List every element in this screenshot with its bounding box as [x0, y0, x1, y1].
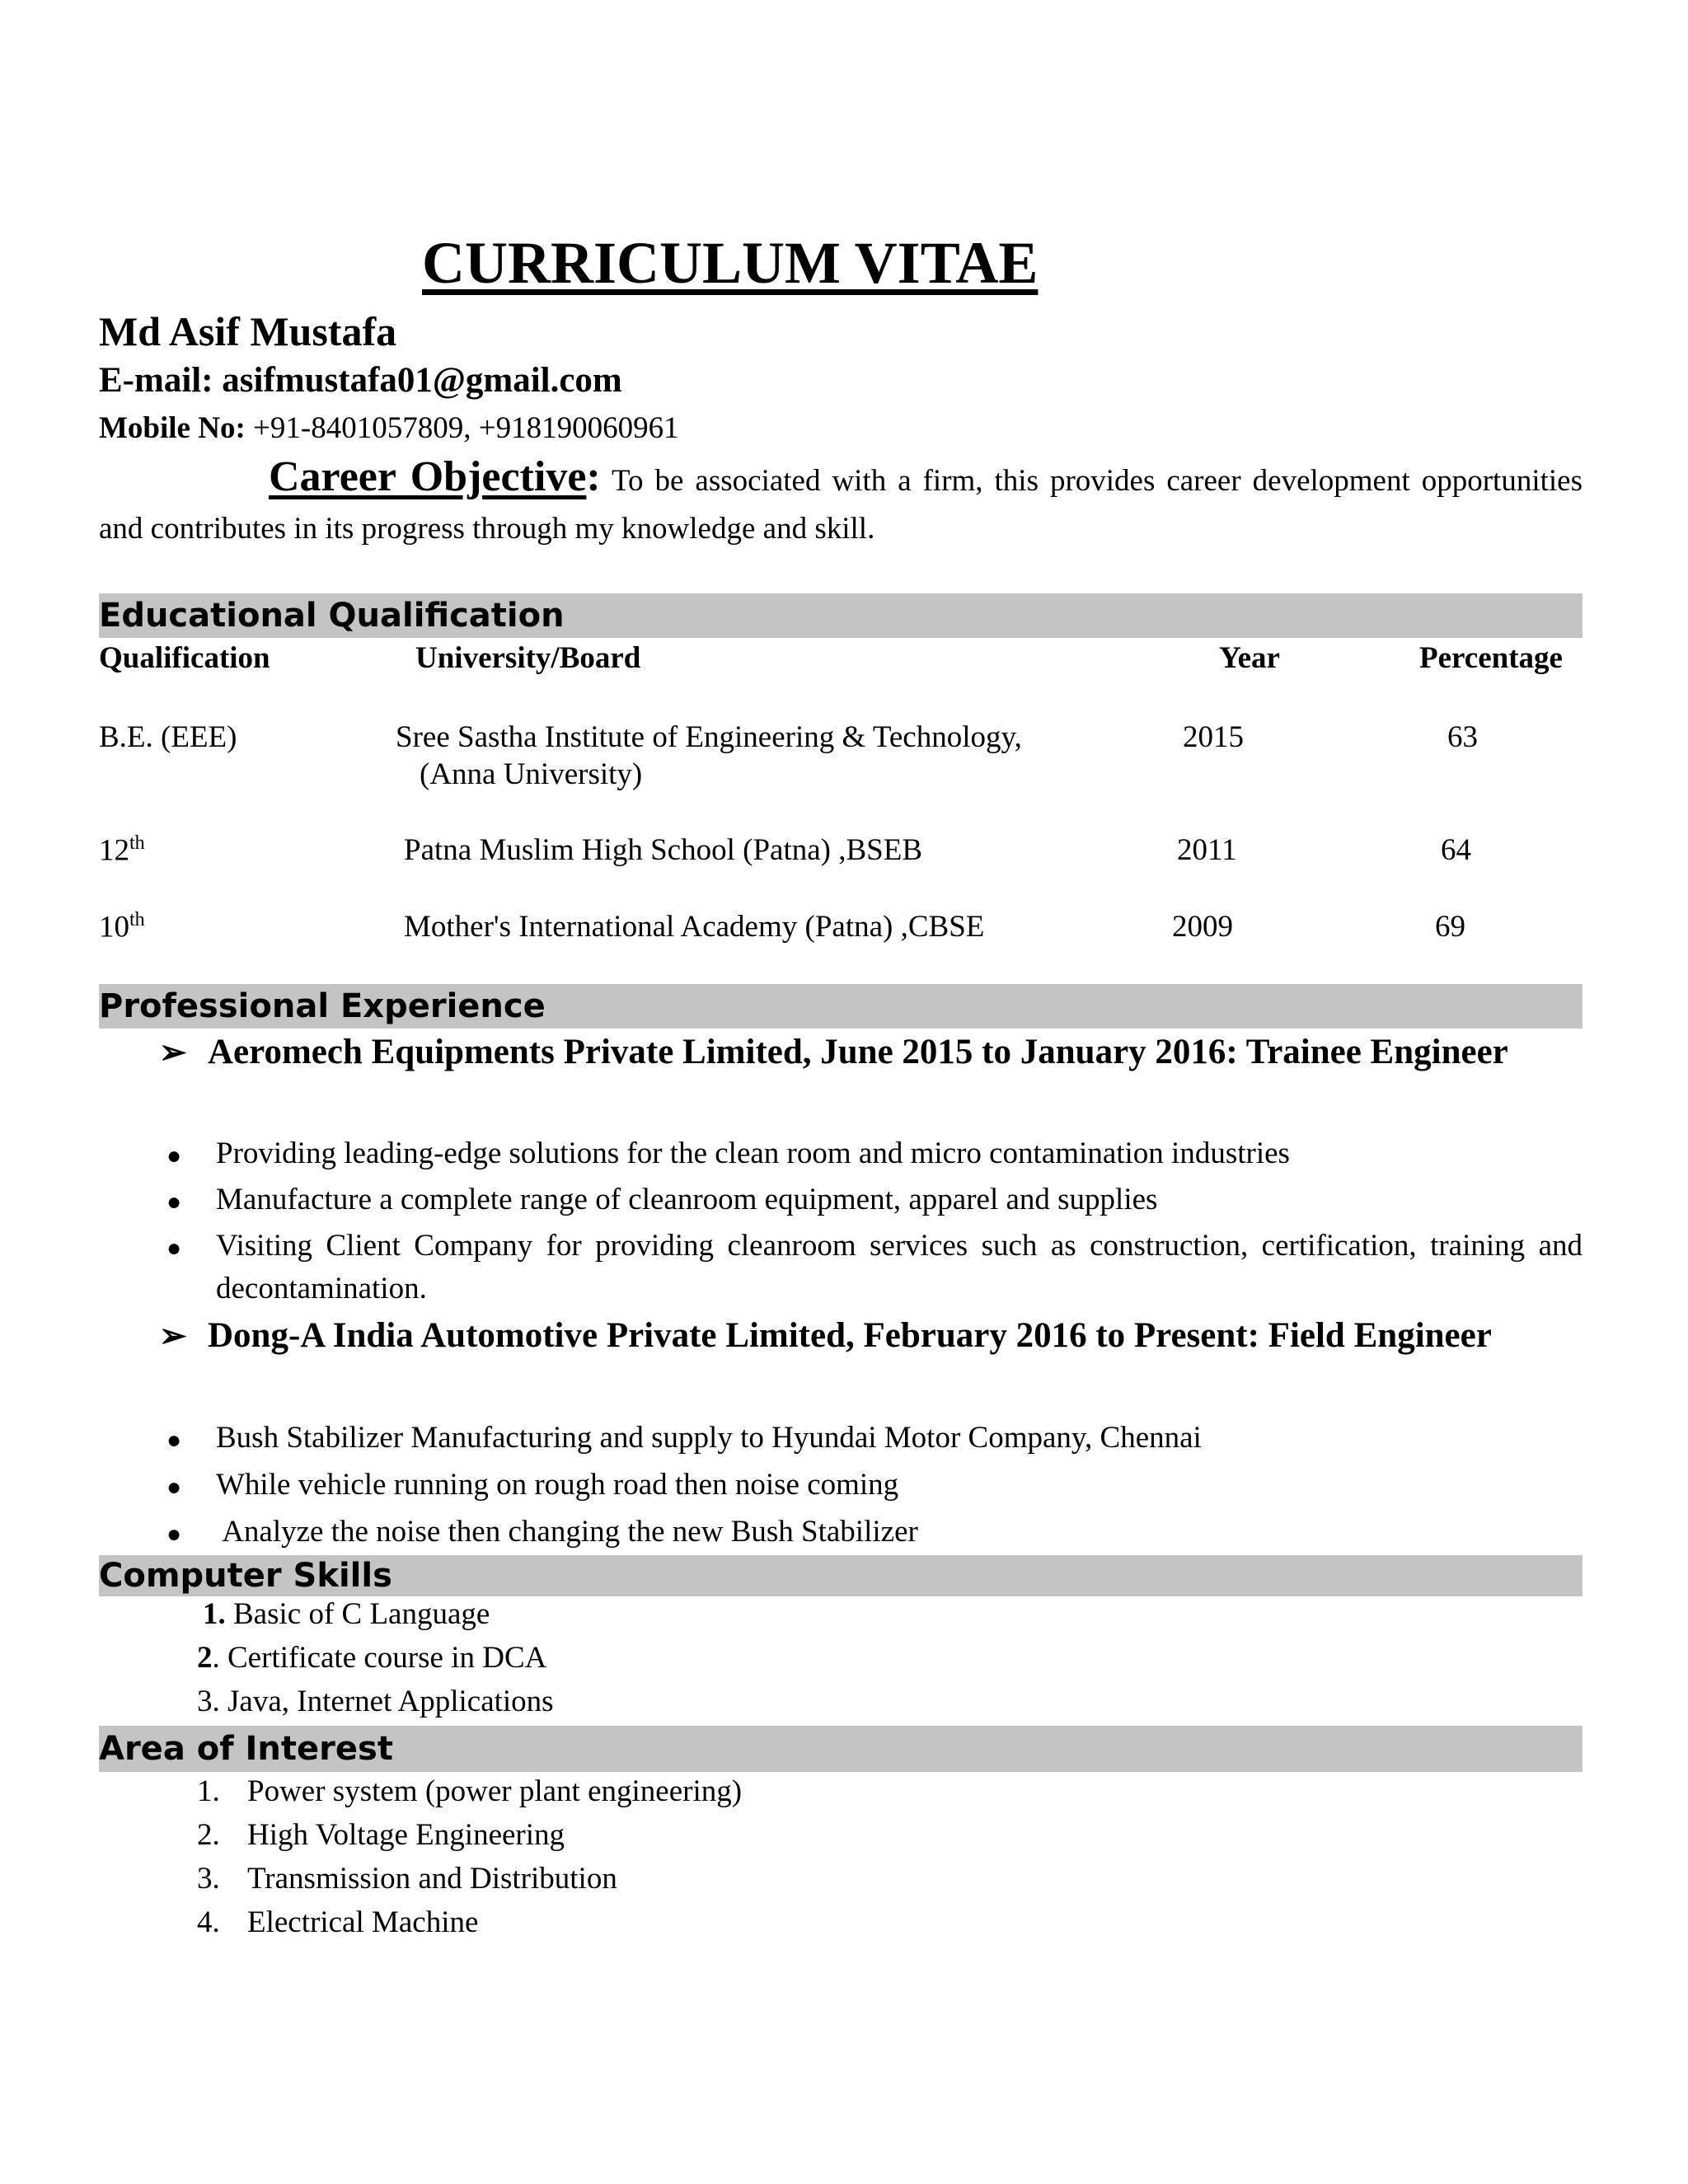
- section-header-education: [99, 593, 1582, 638]
- job-title: Dong-A India Automotive Private Limited, February 2016 to Present: Field Engineer: [208, 1316, 1492, 1355]
- email-line: E-mail: asifmustafa01@gmail.com: [99, 361, 622, 400]
- column-header-qualification: Qualification: [99, 641, 270, 675]
- list-item-number: 1.: [197, 1774, 220, 1808]
- list-item: High Voltage Engineering: [247, 1818, 565, 1852]
- mobile-value: +91-8401057809, +918190060961: [245, 411, 679, 445]
- cell-university: Mother's International Academy (Patna) ,CBSE: [404, 910, 985, 944]
- objective-label: Career Objective: [269, 453, 587, 500]
- list-item: Transmission and Distribution: [247, 1862, 617, 1896]
- column-header-year: Year: [1219, 641, 1280, 675]
- job-title: Aeromech Equipments Private Limited, June 2015 to January 2016: Trainee Engineer: [208, 1033, 1508, 1071]
- job-bullet: While vehicle running on rough road then noise coming: [216, 1468, 899, 1502]
- mobile-line: [99, 410, 679, 446]
- section-title: Area of Interest: [99, 1730, 393, 1768]
- section-title: Professional Experience: [99, 987, 546, 1025]
- job-bullet: Bush Stabilizer Manufacturing and supply to Hyundai Motor Company, Chennai: [216, 1421, 1202, 1455]
- section-title: Computer Skills: [99, 1557, 392, 1595]
- cell-university: Sree Sastha Institute of Engineering & Technology,: [396, 720, 1022, 754]
- cell-qualification: 12th: [99, 832, 145, 868]
- cell-university: Patna Muslim High School (Patna) ,BSEB: [404, 833, 922, 867]
- job-bullet: Manufacture a complete range of cleanroom equipment, apparel and supplies: [216, 1183, 1158, 1216]
- bullet-icon: ●: [166, 1427, 182, 1454]
- cell-percentage: 69: [1435, 910, 1465, 944]
- job-bullet: Visiting Client Company for providing cleanroom services such as construction, certification, training and decontamination.: [216, 1229, 1582, 1305]
- cell-qualification: 10th: [99, 909, 145, 944]
- bullet-icon: ●: [166, 1235, 182, 1262]
- objective-colon: :: [586, 453, 601, 500]
- job-bullet: Analyze the noise then changing the new Bush Stabilizer: [216, 1515, 918, 1549]
- section-header-experience: [99, 984, 1582, 1029]
- column-header-university: University/Board: [415, 641, 641, 675]
- job-bullet: Providing leading-edge solutions for the clean room and micro contamination industries: [216, 1137, 1290, 1170]
- cell-year: 2011: [1177, 833, 1237, 867]
- list-item-number: 3.: [197, 1862, 220, 1896]
- bullet-icon: ●: [166, 1142, 182, 1169]
- candidate-name: Md Asif Mustafa: [99, 308, 397, 354]
- section-header-computer-skills: [99, 1555, 1582, 1596]
- bullet-icon: ●: [166, 1521, 182, 1548]
- section-header-area-of-interest: [99, 1726, 1582, 1772]
- mobile-label: Mobile No:: [99, 411, 246, 445]
- arrow-bullet-icon: ➢: [159, 1033, 187, 1071]
- list-item: 3. Java, Internet Applications: [197, 1685, 554, 1718]
- list-item-number: 4.: [197, 1905, 220, 1939]
- cell-qualification: B.E. (EEE): [99, 720, 237, 754]
- list-item-number: 2.: [197, 1818, 220, 1852]
- list-item: Electrical Machine: [247, 1905, 479, 1939]
- list-item: Power system (power plant engineering): [247, 1774, 743, 1808]
- list-item: 2. Certificate course in DCA: [197, 1641, 547, 1675]
- bullet-icon: ●: [166, 1188, 182, 1216]
- cell-year: 2009: [1172, 910, 1233, 944]
- bullet-icon: ●: [166, 1474, 182, 1501]
- cell-year: 2015: [1183, 720, 1244, 754]
- section-title: Educational Qualification: [99, 597, 565, 635]
- document-title: CURRICULUM VITAE: [422, 230, 1039, 296]
- arrow-bullet-icon: ➢: [159, 1317, 187, 1354]
- career-objective: [99, 453, 1582, 553]
- cell-percentage: 64: [1441, 833, 1471, 867]
- objective-text: To be associated with a firm, this provides career development opportunities and contributes in its progress through my knowledge and skill.: [99, 464, 1582, 546]
- cell-university-line2: (Anna University): [420, 757, 643, 791]
- column-header-percentage: Percentage: [1419, 641, 1563, 675]
- list-item: 1. Basic of C Language: [203, 1597, 490, 1631]
- cell-percentage: 63: [1447, 720, 1478, 754]
